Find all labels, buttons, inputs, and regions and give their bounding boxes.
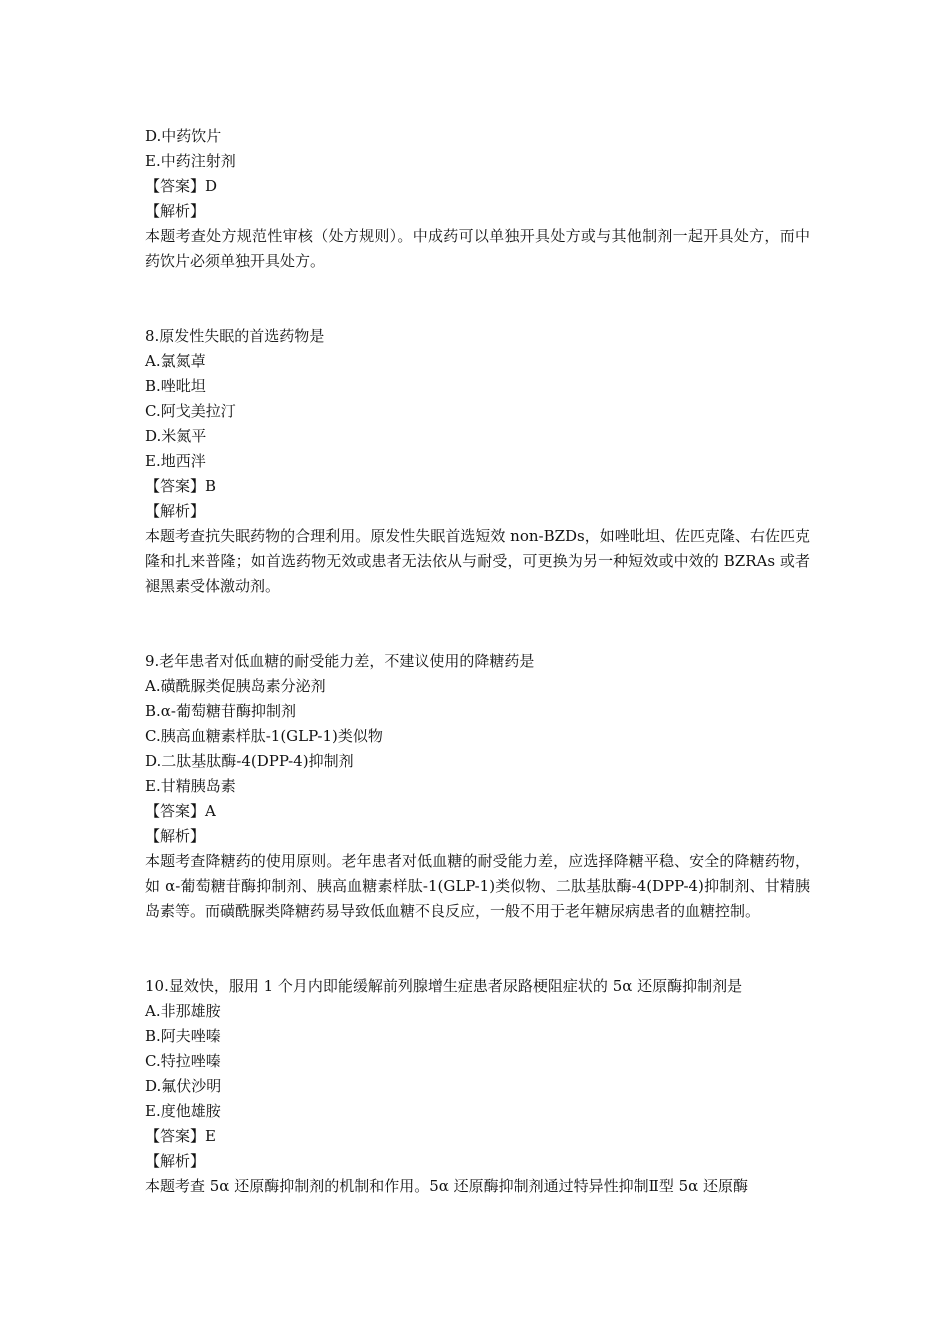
analysis-text: 本题考查 5α 还原酶抑制剂的机制和作用。5α 还原酶抑制剂通过特异性抑制Ⅱ型 5α 还原酶: [145, 1177, 749, 1195]
option-d: D.氟伏沙明: [145, 1077, 222, 1095]
analysis-text: 本题考查抗失眠药物的合理利用。原发性失眠首选短效 non-BZDs，如唑吡坦、佐匹克隆、右佐匹克隆和扎来普隆；如首选药物无效或患者无法依从与耐受，可更换为另一种短效或中效的 BZRAs 或者褪黑素受体激动剂。: [145, 527, 810, 595]
analysis-label: 【解析】: [145, 827, 206, 845]
question-8: [145, 324, 810, 599]
spacer: [145, 599, 810, 649]
analysis-text: 本题考查降糖药的使用原则。老年患者对低血糖的耐受能力差，应选择降糖平稳、安全的降糖药物，如 α-葡萄糖苷酶抑制剂、胰高血糖素样肽-1(GLP-1)类似物、二肽基肽酶-4(DPP-4)抑制剂、甘精胰岛素等。而磺酰脲类降糖药易导致低血糖不良反应，一般不用于老年糖尿病患者的血糖控制。: [145, 852, 810, 920]
option-e: E.地西泮: [145, 452, 206, 470]
document-body: [145, 124, 810, 1199]
option-b: B.阿夫唑嗪: [145, 1027, 221, 1045]
option-e: E.度他雄胺: [145, 1102, 221, 1120]
analysis-text: 本题考查处方规范性审核（处方规则）。中成药可以单独开具处方或与其他制剂一起开具处方，而中药饮片必须单独开具处方。: [145, 227, 810, 270]
question-stem: 8.原发性失眠的首选药物是: [145, 327, 325, 345]
answer-line: 【答案】E: [145, 1127, 216, 1145]
question-9: [145, 649, 810, 924]
option-a: A.非那雄胺: [145, 1002, 221, 1020]
question-stem: 9.老年患者对低血糖的耐受能力差，不建议使用的降糖药是: [145, 652, 535, 670]
option-b: B.唑吡坦: [145, 377, 206, 395]
option-e: E.中药注射剂: [145, 152, 236, 170]
option-d: D.中药饮片: [145, 127, 222, 145]
analysis-label: 【解析】: [145, 1152, 206, 1170]
option-d: D.米氮平: [145, 427, 207, 445]
option-b: B.α-葡萄糖苷酶抑制剂: [145, 702, 296, 720]
question-10: [145, 974, 810, 1199]
question-stem: 10.显效快，服用 1 个月内即能缓解前列腺增生症患者尿路梗阻症状的 5α 还原酶抑制剂是: [145, 977, 743, 995]
option-c: C.阿戈美拉汀: [145, 402, 236, 420]
option-e: E.甘精胰岛素: [145, 777, 236, 795]
option-c: C.特拉唑嗪: [145, 1052, 221, 1070]
spacer: [145, 274, 810, 324]
analysis-label: 【解析】: [145, 202, 206, 220]
answer-line: 【答案】D: [145, 177, 218, 195]
option-c: C.胰高血糖素样肽-1(GLP-1)类似物: [145, 727, 383, 745]
spacer: [145, 924, 810, 974]
option-a: A.氯氮䓬: [145, 352, 206, 370]
answer-line: 【答案】A: [145, 802, 216, 820]
analysis-label: 【解析】: [145, 502, 206, 520]
option-d: D.二肽基肽酶-4(DPP-4)抑制剂: [145, 752, 354, 770]
question-7-tail: [145, 124, 810, 274]
option-a: A.磺酰脲类促胰岛素分泌剂: [145, 677, 326, 695]
answer-line: 【答案】B: [145, 477, 217, 495]
